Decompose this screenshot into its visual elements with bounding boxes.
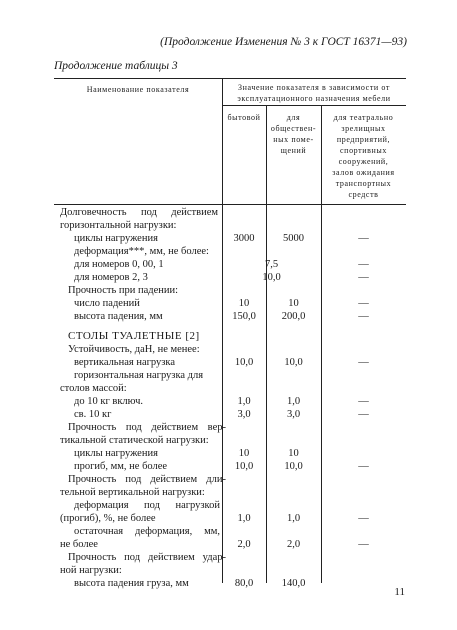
header-theater-line: зрелищных [341, 124, 386, 133]
header-theater-line: предприятий, [336, 135, 391, 144]
header-indicator: Наименование показателя [86, 85, 190, 94]
table-row [54, 473, 406, 486]
header-value-group [222, 82, 406, 104]
value-household: 10,0 [234, 357, 254, 368]
table-row [54, 206, 406, 219]
header-theater-line: залов ожидания [332, 168, 395, 177]
row-indicator: столов массой: [60, 383, 127, 394]
value-household: 80,0 [234, 578, 254, 589]
row-indicator: до 10 кг включ. [74, 396, 144, 407]
value-household: 2,0 [237, 539, 251, 550]
table-row [54, 258, 406, 271]
header-theater-line: средств [348, 190, 379, 199]
row-indicator: ной нагрузки: [60, 565, 122, 576]
table-row [54, 538, 406, 551]
table-row [54, 499, 406, 512]
table-row [54, 369, 406, 382]
row-indicator: высота падения груза, мм [74, 578, 189, 589]
header-theater-line: сооружений, [338, 157, 389, 166]
value-theater: — [358, 409, 369, 420]
value-public: 10,0 [284, 357, 303, 368]
header-theater-line: для театрально [333, 113, 394, 122]
value-theater: — [358, 461, 369, 472]
row-indicator: Прочность под действием удар- [68, 552, 226, 563]
table-row [54, 447, 406, 460]
header-theater-line: спортивных [340, 146, 387, 155]
row-indicator: высота падения, мм [74, 311, 163, 322]
value-theater: — [358, 513, 369, 524]
table-row [54, 512, 406, 525]
header-theater [321, 112, 406, 200]
row-indicator: горизонтальной нагрузки: [60, 220, 177, 231]
table-row [54, 434, 406, 447]
value-household: 1,0 [237, 513, 251, 524]
header-mid-border [222, 105, 406, 106]
table-row [54, 232, 406, 245]
section-heading-text: СТОЛЫ ТУАЛЕТНЫЕ [2] [68, 330, 200, 342]
table-caption: Продолжение таблицы 3 [54, 60, 178, 72]
row-indicator: для номеров 0, 00, 1 [74, 259, 164, 270]
value-theater: — [358, 311, 369, 322]
table-row [54, 356, 406, 369]
header-public [266, 112, 321, 156]
value-household: 150,0 [232, 311, 256, 322]
row-indicator: тельной вертикальной нагрузки: [60, 487, 205, 498]
value-public: 1,0 [286, 396, 301, 407]
table-row [54, 219, 406, 232]
table-row [54, 486, 406, 499]
row-indicator: св. 10 кг [74, 409, 112, 420]
value-public: 5000 [283, 233, 304, 244]
value-household: 10 [238, 448, 250, 459]
header-public-line: для [286, 113, 301, 122]
row-indicator: Долговечность под действием [60, 207, 218, 218]
value-public: 1,0 [286, 513, 301, 524]
value-public: 10,0 [284, 461, 303, 472]
value-merged: 10,0 [262, 272, 281, 283]
row-indicator: Прочность при падении: [68, 285, 179, 296]
row-indicator: горизонтальная нагрузка для [74, 370, 204, 381]
row-indicator: вертикальная нагрузка [74, 357, 176, 368]
value-household: 10,0 [234, 461, 254, 472]
page-header: (Продолжение Изменения № 3 к ГОСТ 16371—93) [160, 36, 407, 48]
table-row [54, 564, 406, 577]
value-household: 3,0 [237, 409, 251, 420]
row-indicator: циклы нагружения [74, 233, 158, 244]
value-theater: — [358, 298, 369, 309]
header-public-line: ных поме- [273, 135, 314, 144]
table-row [54, 551, 406, 564]
row-indicator: число падений [74, 298, 140, 309]
data-table [54, 78, 406, 589]
value-household: 3000 [233, 233, 255, 244]
value-public: 2,0 [286, 539, 301, 550]
value-theater: — [358, 357, 369, 368]
row-indicator: Прочность под действием дли- [68, 474, 226, 485]
table-row [54, 382, 406, 395]
row-indicator: не более [60, 539, 98, 550]
value-public: 10 [288, 298, 299, 309]
value-theater: — [358, 396, 369, 407]
table-row [54, 271, 406, 284]
header-value-group-line: эксплуатационного назначения мебели [237, 94, 391, 103]
value-theater: — [358, 272, 369, 283]
table-row [54, 297, 406, 310]
value-public: 140,0 [281, 578, 306, 589]
row-indicator: деформация***, мм, не более: [74, 246, 209, 257]
value-household: 10 [238, 298, 250, 309]
table-row [54, 408, 406, 421]
value-theater: — [358, 259, 369, 270]
table-row [54, 310, 406, 323]
row-indicator: (прогиб), %, не более [60, 513, 156, 524]
value-public: 10 [288, 448, 299, 459]
table-row [54, 460, 406, 473]
table-row [54, 284, 406, 297]
section-heading [54, 330, 406, 343]
page-number: 11 [394, 586, 405, 598]
header-public-line: обществен- [270, 124, 317, 133]
row-indicator: прогиб, мм, не более [74, 461, 168, 472]
value-theater: — [358, 233, 369, 244]
value-public: 200,0 [281, 311, 306, 322]
header-value-group-line: Значение показателя в зависимости от [238, 83, 390, 92]
row-indicator: циклы нагружения [74, 448, 158, 459]
row-indicator: деформация под нагрузкой [74, 500, 220, 511]
row-indicator: для номеров 2, 3 [74, 272, 148, 283]
row-indicator: остаточная деформация, мм, [74, 526, 220, 537]
header-public-line: щений [280, 146, 307, 155]
header-bottom-border [54, 204, 406, 205]
value-merged: 7,5 [264, 259, 279, 270]
table-top-border [54, 78, 406, 79]
header-theater-line: транспортных [335, 179, 392, 188]
value-theater: — [358, 539, 369, 550]
row-indicator: Прочность под действием вер- [68, 422, 226, 433]
table-row [54, 577, 406, 590]
table-row [54, 245, 406, 258]
value-public: 3,0 [286, 409, 301, 420]
value-household: 1,0 [237, 396, 251, 407]
table-row [54, 343, 406, 356]
row-indicator: Устойчивость, даН, не менее: [68, 344, 200, 355]
table-row [54, 525, 406, 538]
header-household: бытовой [227, 113, 261, 122]
table-row [54, 395, 406, 408]
table-row [54, 421, 406, 434]
row-indicator: тикальной статической нагрузки: [60, 435, 209, 446]
